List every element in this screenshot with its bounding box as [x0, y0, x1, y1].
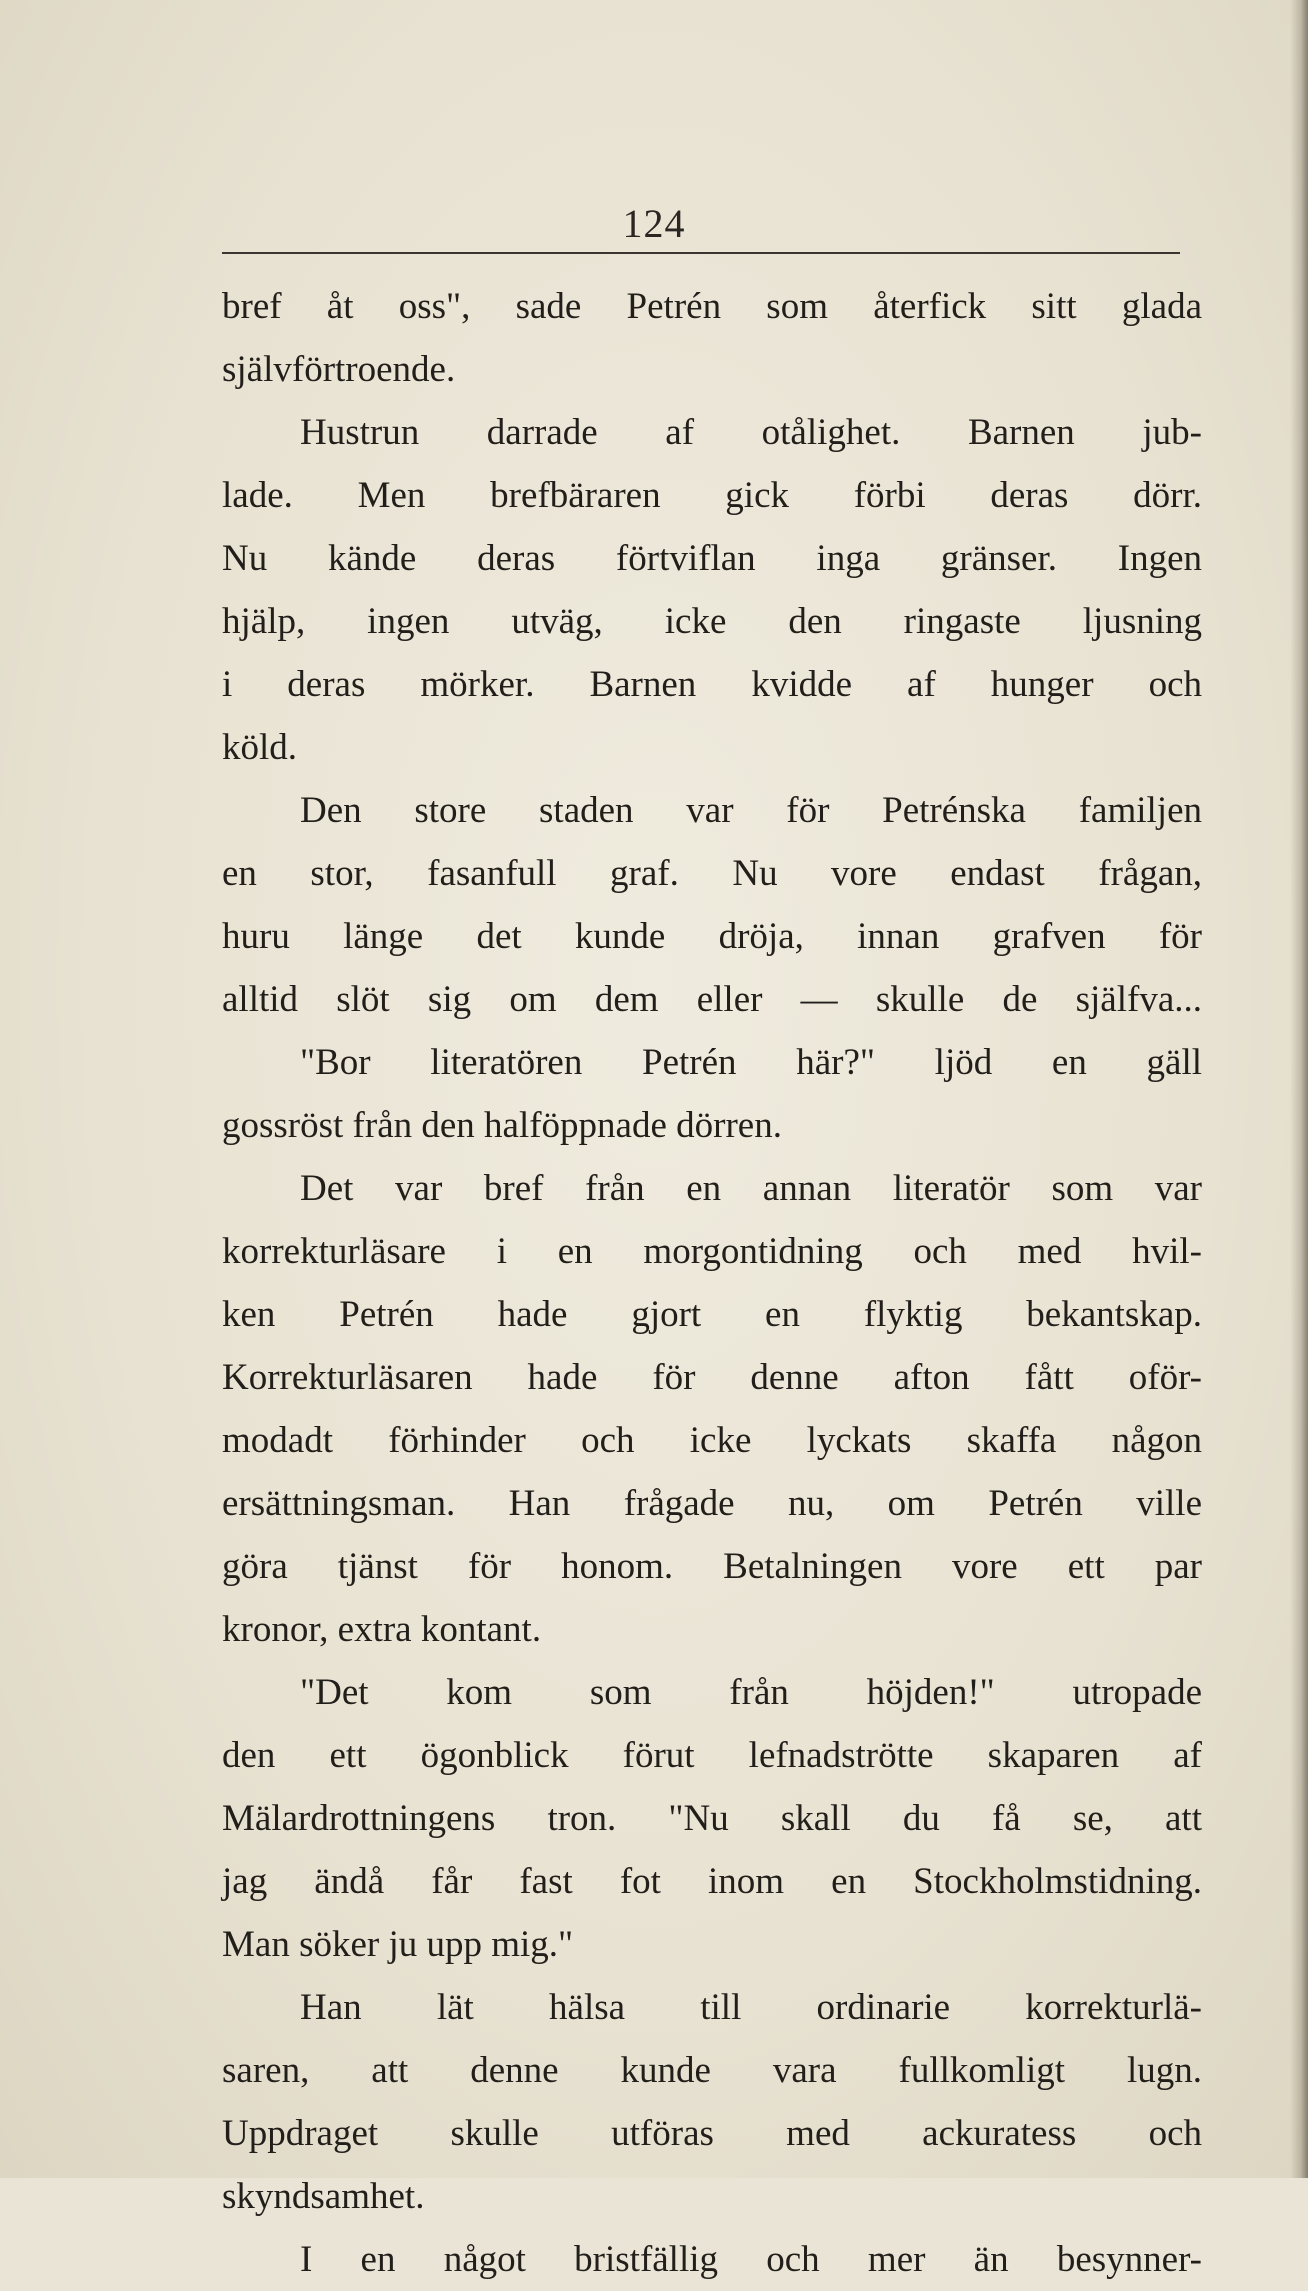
text-line: modadt förhinder och icke lyckats skaffa någon [222, 1420, 1202, 1461]
text-line: ersättningsman. Han frågade nu, om Petrén ville [222, 1483, 1202, 1524]
text-line: hjälp, ingen utväg, icke den ringaste ljusning [222, 601, 1202, 642]
page-number: 124 [622, 201, 686, 246]
text-line: Hustrun darrade af otålighet. Barnen jub- [300, 412, 1202, 453]
text-line: skyndsamhet. [222, 2176, 425, 2217]
text-line: göra tjänst för honom. Betalningen vore ett par [222, 1546, 1202, 1587]
text-line: Nu kände deras förtviflan inga gränser. Ingen [222, 538, 1202, 579]
text-line: huru länge det kunde dröja, innan grafven för [222, 916, 1202, 957]
text-line: självförtroende. [222, 349, 456, 390]
text-line: Han lät hälsa till ordinarie korrekturlä- [300, 1987, 1202, 2028]
text-line: jag ändå får fast fot inom en Stockholmstidning. [222, 1861, 1202, 1902]
text-line: ken Petrén hade gjort en flyktig bekantskap. [222, 1294, 1202, 1335]
text-line: saren, att denne kunde vara fullkomligt lugn. [222, 2050, 1202, 2091]
text-line: alltid slöt sig om dem eller — skulle de själfva... [222, 979, 1202, 1020]
text-line: Man söker ju upp mig." [222, 1924, 574, 1965]
text-line: "Det kom som från höjden!" utropade [300, 1672, 1202, 1713]
text-line: i deras mörker. Barnen kvidde af hunger och [222, 664, 1202, 705]
body-text [222, 275, 1202, 2291]
text-line: den ett ögonblick förut lefnadströtte skaparen af [222, 1735, 1202, 1776]
text-line: Korrekturläsaren hade för denne afton fått oför- [222, 1357, 1202, 1398]
page-edge-shadow [1290, 0, 1308, 2178]
text-line: Uppdraget skulle utföras med ackuratess och [222, 2113, 1202, 2154]
text-line: köld. [222, 727, 298, 768]
text-line: gossröst från den halföppnade dörren. [222, 1105, 782, 1146]
text-line: Den store staden var för Petrénska familjen [300, 790, 1202, 831]
text-line: en stor, fasanfull graf. Nu vore endast frågan, [222, 853, 1202, 894]
text-line: lade. Men brefbäraren gick förbi deras dörr. [222, 475, 1202, 516]
header-rule [222, 252, 1180, 254]
text-line: Det var bref från en annan literatör som var [300, 1168, 1202, 1209]
text-line: korrekturläsare i en morgontidning och med hvil- [222, 1231, 1202, 1272]
text-line: Mälardrottningens tron. "Nu skall du få se, att [222, 1798, 1202, 1839]
text-line: "Bor literatören Petrén här?" ljöd en gäll [300, 1042, 1202, 1083]
text-line: kronor, extra kontant. [222, 1609, 542, 1650]
text-line: bref åt oss", sade Petrén som återfick sitt glada [222, 286, 1202, 327]
text-line: I en något bristfällig och mer än besynner- [300, 2239, 1202, 2280]
